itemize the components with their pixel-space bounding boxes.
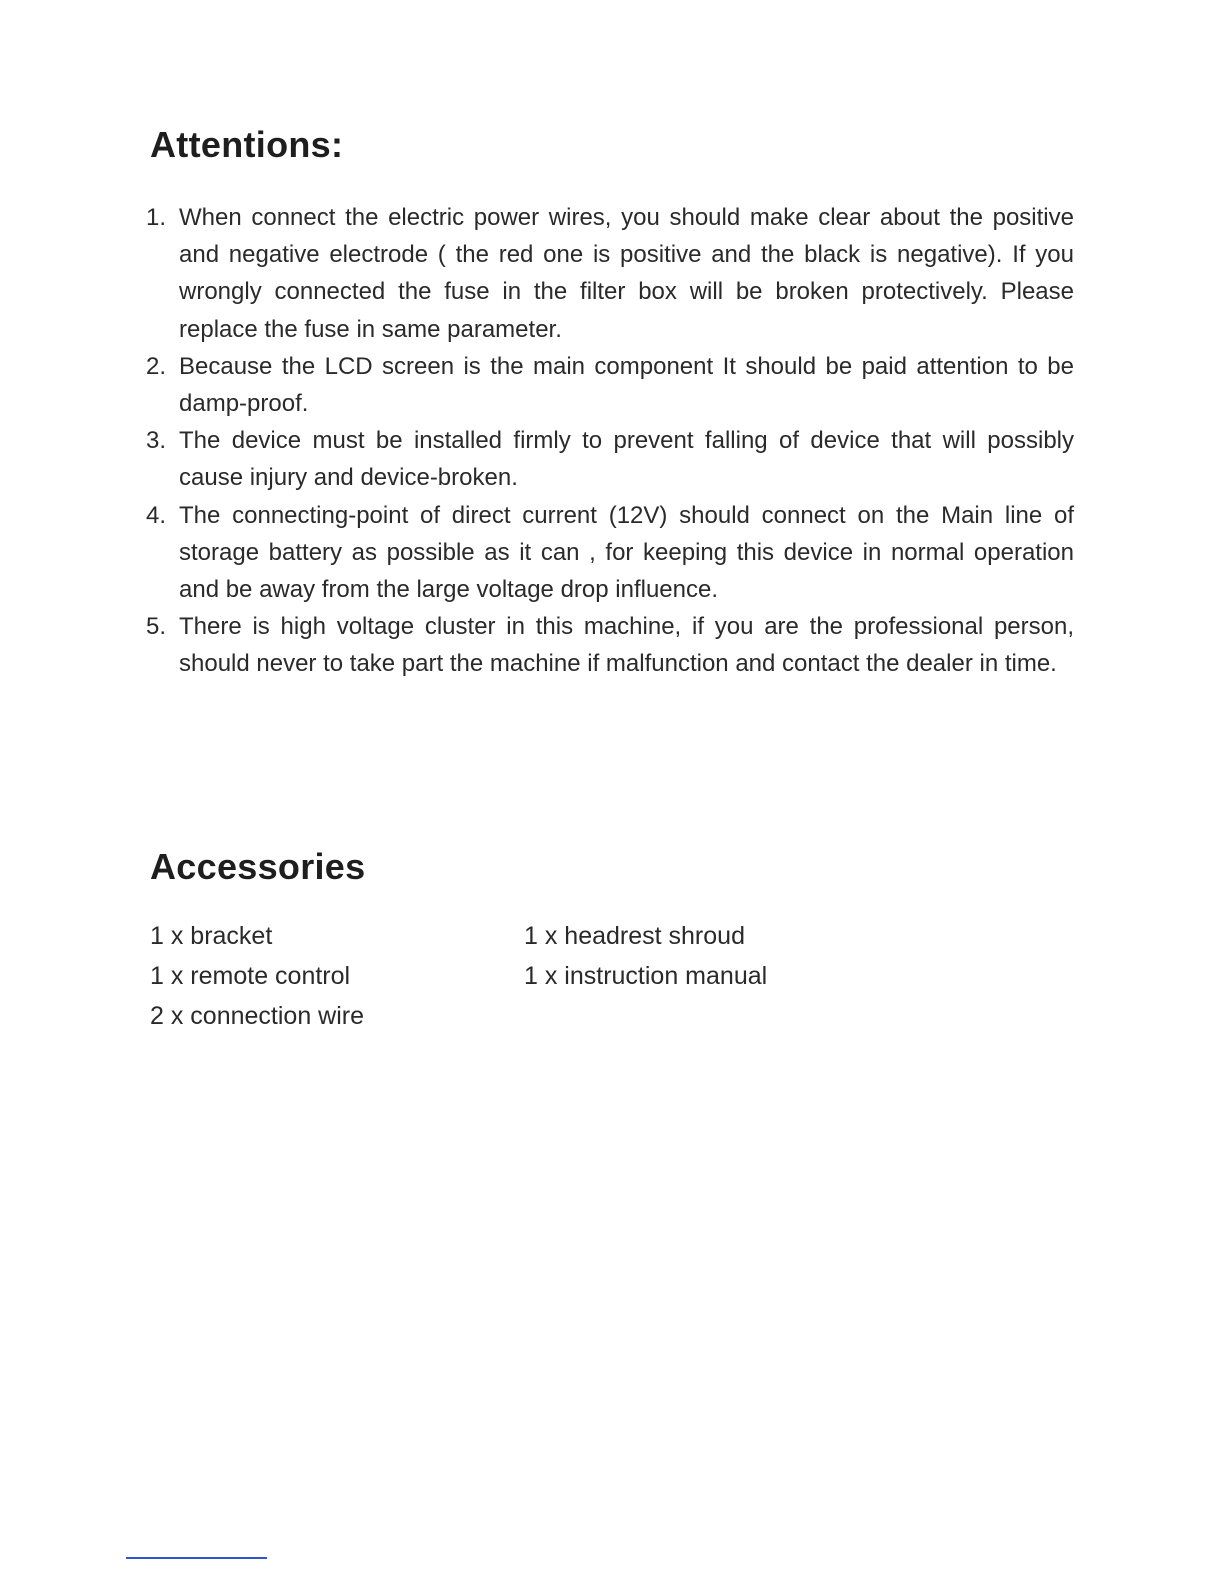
attention-item xyxy=(146,348,1074,422)
attention-item xyxy=(146,422,1074,496)
attention-item xyxy=(146,608,1074,682)
attention-item-text: The connecting-point of direct current (12V) should connect on the Main line of storage battery as possible as it can , for keeping this device in normal operation and be away from the large voltage drop influence. xyxy=(179,501,1074,604)
attention-item-number: 5. xyxy=(146,613,167,641)
accessory-item: 1 x headrest shroud xyxy=(524,922,745,950)
attention-item-text: There is high voltage cluster in this machine, if you are the professional person, should never to take part the machine if malfunction and contact the dealer in time. xyxy=(179,613,1074,678)
attention-item-number: 4. xyxy=(146,501,167,529)
attention-item-text: The device must be installed firmly to prevent falling of device that will possibly cause injury and device-broken. xyxy=(179,427,1074,492)
attention-item xyxy=(146,497,1074,609)
accessory-item: 1 x instruction manual xyxy=(524,962,768,990)
attention-item-number: 3. xyxy=(146,427,167,455)
accessories-right-column xyxy=(524,916,767,996)
footnote-rule xyxy=(126,1557,267,1559)
attentions-list xyxy=(146,199,1074,683)
attention-item-text: When connect the electric power wires, you should make clear about the positive and negative electrode ( the red one is positive and the black is negative). If you wrongly connected the fuse in the filter box will be broken protectively. Please replace the fuse in same parameter. xyxy=(179,204,1074,343)
attentions-heading: Attentions: xyxy=(150,124,344,165)
attention-item-number: 2. xyxy=(146,352,167,380)
accessory-item: 1 x bracket xyxy=(150,922,273,950)
accessories-left-column xyxy=(150,916,364,1036)
accessory-item: 2 x connection wire xyxy=(150,1002,365,1030)
attention-item-number: 1. xyxy=(146,204,167,231)
attention-item-text: Because the LCD screen is the main component It should be paid attention to be damp-proof. xyxy=(179,352,1074,418)
attention-item xyxy=(146,199,1074,348)
accessories-heading: Accessories xyxy=(150,846,366,887)
accessory-item: 1 x remote control xyxy=(150,962,351,990)
